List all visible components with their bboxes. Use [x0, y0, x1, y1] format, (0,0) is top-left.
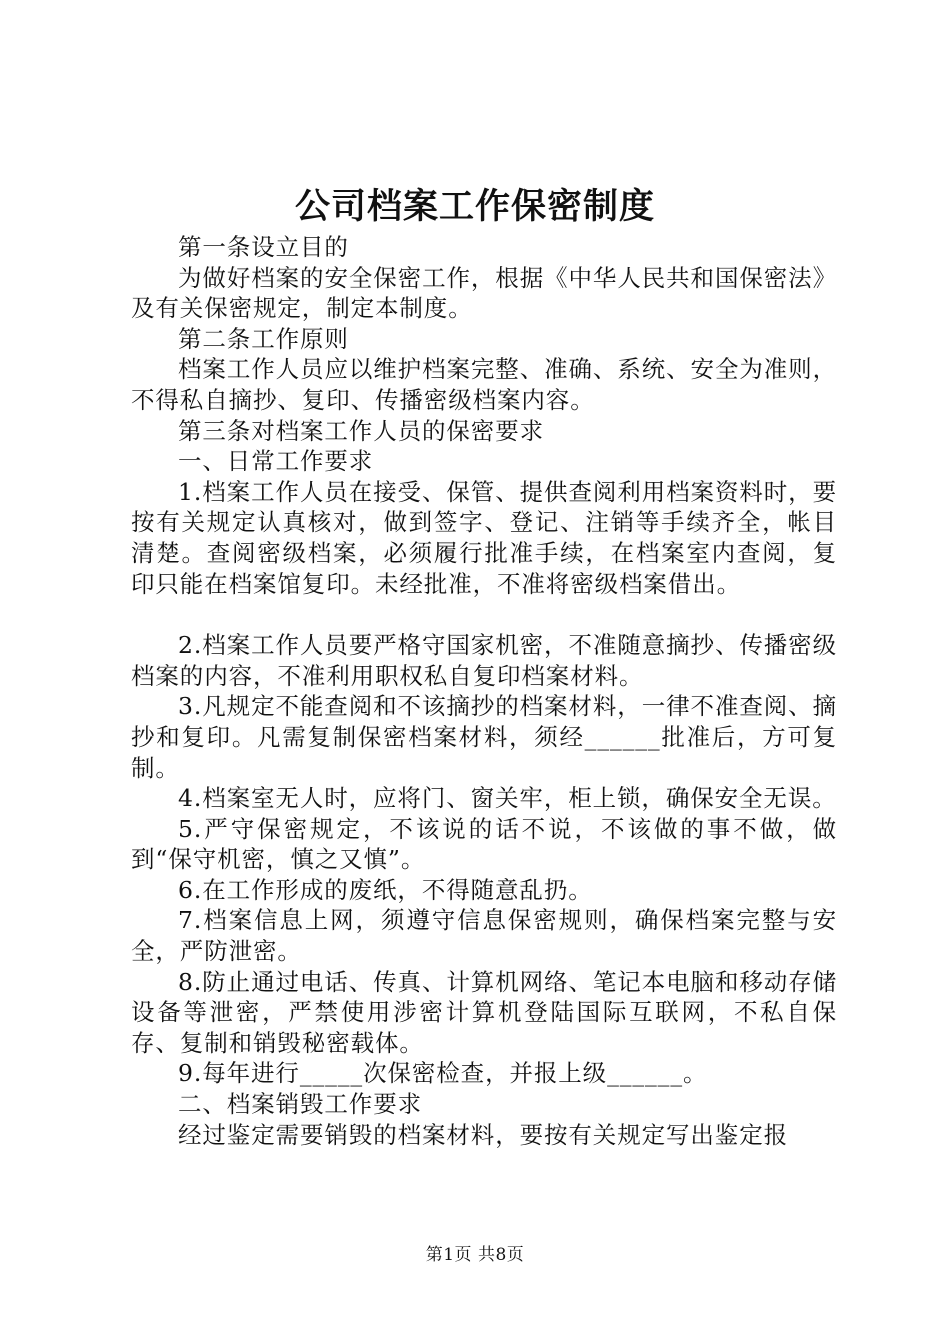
article-2-heading: 第二条工作原则: [178, 324, 349, 353]
article-3-heading: 第三条对档案工作人员的保密要求: [178, 416, 544, 445]
rule-item-7: 7.档案信息上网，须遵守信息保密规则，确保档案完整与安全，严防泄密。: [131, 906, 837, 966]
article-1-text: 为做好档案的安全保密工作，根据《中华人民共和国保密法》及有关保密规定，制定本制度。: [131, 263, 837, 323]
rule-item-8: 8.防止通过电话、传真、计算机网络、笔记本电脑和移动存储设备等泄密，严禁使用涉密计算机登陆国际互联网，不私自保存、复制和销毁秘密载体。: [131, 967, 837, 1057]
rule-item-3: 3.凡规定不能查阅和不该摘抄的档案材料，一律不准查阅、摘抄和复印。凡需复制保密档案材料，须经______批准后，方可复制。: [131, 692, 837, 782]
rule-item-4: 4.档案室无人时，应将门、窗关牢，柜上锁，确保安全无误。: [178, 784, 837, 813]
rule-item-6: 6.在工作形成的废纸，不得随意乱扔。: [178, 875, 593, 904]
rule-item-9: 9.每年进行_____次保密检查，并报上级______。: [178, 1059, 708, 1088]
document-body: [131, 232, 837, 1150]
section-2-heading: 二、档案销毁工作要求: [178, 1090, 422, 1119]
section-1-heading: 一、日常工作要求: [178, 447, 374, 476]
rule-item-2: 2.档案工作人员要严格守国家机密，不准随意摘抄、传播密级档案的内容，不准利用职权私自复印档案材料。: [131, 631, 837, 690]
document-title: 公司档案工作保密制度: [294, 187, 655, 227]
page-number: 第1页 共8页: [425, 1245, 525, 1265]
article-2-text: 档案工作人员应以维护档案完整、准确、系统、安全为准则，不得私自摘抄、复印、传播密级档案内容。: [131, 355, 837, 414]
article-1-heading: 第一条设立目的: [178, 233, 349, 261]
section-2-text: 经过鉴定需要销毁的档案材料，要按有关规定写出鉴定报: [178, 1120, 788, 1149]
rule-item-5: 5.严守保密规定，不该说的话不说，不该做的事不做，做到“保守机密，慎之又慎”。: [131, 814, 837, 874]
rule-item-1: 1.档案工作人员在接受、保管、提供查阅利用档案资料时，要按有关规定认真核对，做到签字、登记、注销等手续齐全，帐目清楚。查阅密级档案，必须履行批准手续，在档案室内查阅，复印只能在档案馆复印。未经批准，不准将密级档案借出。: [131, 477, 837, 598]
